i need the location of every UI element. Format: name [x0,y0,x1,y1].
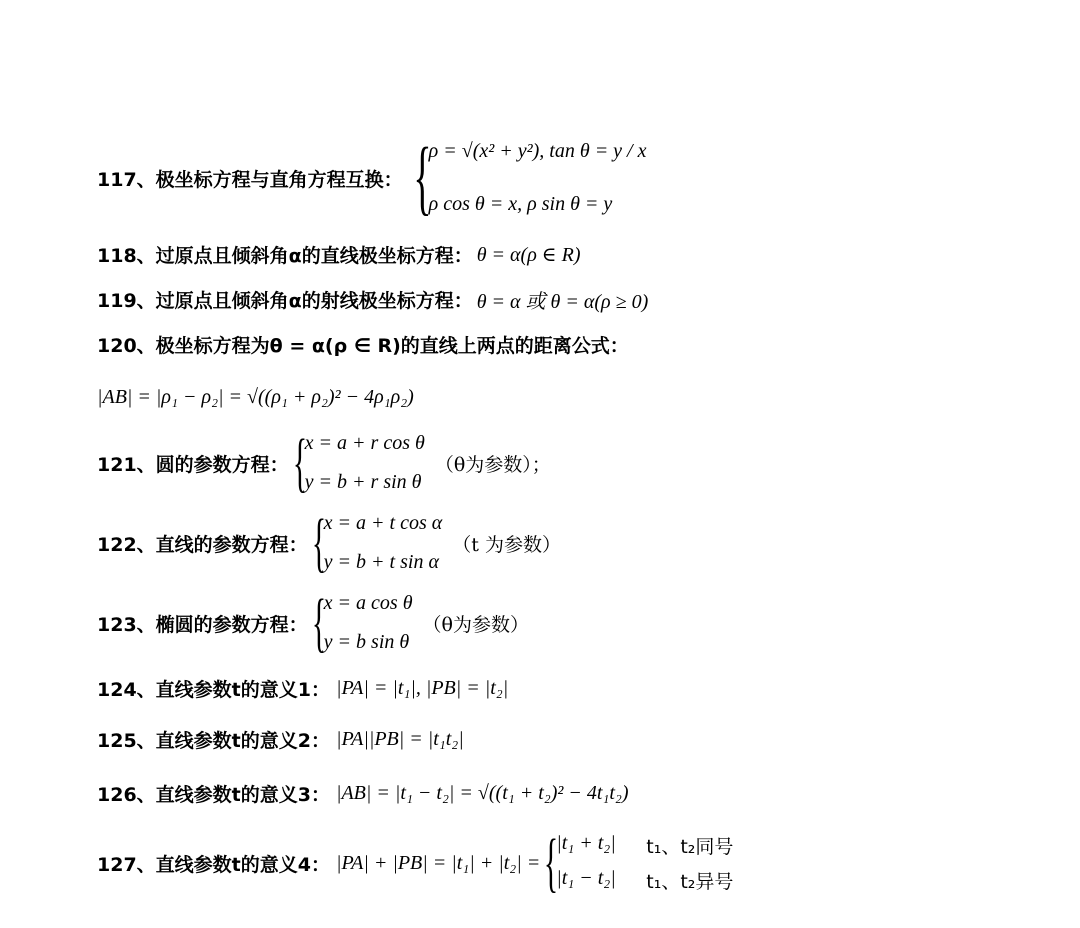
equation-line-2: y = b + r sin θ [304,471,422,493]
equation-system [305,432,425,494]
equation-system [429,140,647,216]
formula-item-124 [97,672,508,704]
equation-line-2: ρ cos θ = x, ρ sin θ = y [428,193,613,215]
item-label: 125、直线参数t的意义2： [97,729,330,752]
left-brace-icon: { [311,586,326,659]
formula-item-118 [97,238,580,270]
item-formula: |AB| = |t₁ − t₂| = √((t₁ + t₂)² − 4t₁t₂) [335,781,629,804]
item-label: 124、直线参数t的意义1： [97,678,330,701]
formula-item-126 [97,776,629,810]
case-system [556,832,733,894]
case-expression: |t₁ + t₂| [556,832,616,854]
equation-line-1: ρ = √(x² + y²), tan θ = y / x [428,140,647,162]
equation-line-1: x = a + r cos θ [304,432,425,454]
formula-item-119 [97,283,648,315]
case-row-2 [556,867,733,894]
item-formula: |AB| = |ρ₁ − ρ₂| = √((ρ₁ + ρ₂)² − 4ρ₁ρ₂) [97,385,414,408]
left-brace-icon: { [292,426,307,499]
left-brace-icon: { [413,131,432,224]
formula-item-121 [97,426,551,499]
item-formula: |PA| + |PB| = |t₁| + |t₂| = [335,851,541,874]
item-label: 126、直线参数t的意义3： [97,783,330,806]
case-row-1 [556,832,733,859]
item-formula: θ = α(ρ ∈ R) [476,243,581,266]
item-label: 120、极坐标方程为θ = α(ρ ∈ R)的直线上两点的距离公式： [97,334,629,357]
equation-line-2: y = b + t sin α [323,551,439,573]
item-formula: |PA||PB| = |t₁t₂| [335,727,464,750]
item-label: 118、过原点且倾斜角α的直线极坐标方程： [97,244,473,267]
parameter-note: （θ为参数）； [434,453,551,476]
equation-line-1: x = a cos θ [323,592,413,614]
equation-line-1: x = a + t cos α [323,512,443,534]
item-label: 119、过原点且倾斜角α的射线极坐标方程： [97,289,473,312]
case-expression: |t₁ − t₂| [556,867,616,889]
item-formula: |PA| = |t₁|, |PB| = |t₂| [335,676,509,699]
item-label: 122、直线的参数方程： [97,533,308,556]
equation-system [324,512,443,574]
equation-line-2: y = b sin θ [323,631,410,653]
left-brace-icon: { [311,506,326,579]
item-label: 123、椭圆的参数方程： [97,613,308,636]
item-label: 121、圆的参数方程： [97,453,289,476]
item-formula: θ = α 或 θ = α(ρ ≥ 0) [476,290,649,313]
left-brace-icon: { [544,826,559,899]
case-condition: t₁、t₂同号 [646,836,734,858]
formula-item-122 [97,506,561,579]
parameter-note: （t 为参数） [452,533,561,556]
formula-item-125 [97,723,464,755]
case-condition: t₁、t₂异号 [646,871,734,893]
equation-system [324,592,413,654]
formula-item-117 [97,131,647,224]
formula-item-120 [97,328,629,360]
formula-item-127 [97,826,734,899]
parameter-note: （θ为参数） [422,613,529,636]
formula-item-120-result [97,379,414,415]
item-label: 117、极坐标方程与直角方程互换： [97,168,403,191]
formula-item-123 [97,586,529,659]
item-label: 127、直线参数t的意义4： [97,853,330,876]
